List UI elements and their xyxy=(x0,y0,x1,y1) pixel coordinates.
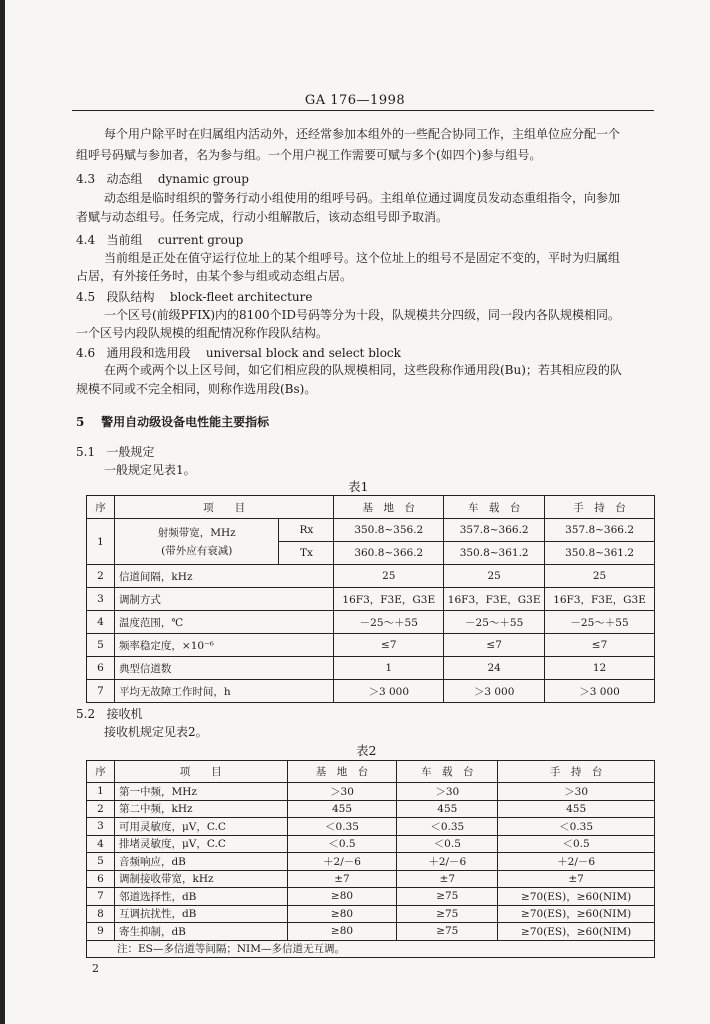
header-rule xyxy=(72,110,654,111)
table-header-row xyxy=(87,496,655,519)
value-cell: ≥80 xyxy=(287,888,397,906)
item-cell: 信道间隔，kHz xyxy=(114,565,333,588)
table-note: 注：ES—多信道等间隔；NIM—多信道无互调。 xyxy=(87,940,655,958)
row-number: 3 xyxy=(87,818,115,836)
header-cell: 序 xyxy=(87,761,115,783)
value-cell: 350.8~356.2 xyxy=(334,519,444,542)
value-cell: 16F3，F3E，G3E xyxy=(545,588,655,611)
item-line-2: (带外应有衰减) xyxy=(161,544,233,557)
value-cell: ≥70(ES)，≥60(NIM) xyxy=(498,888,655,906)
item-cell: 第一中频，MHz xyxy=(114,783,287,801)
table-row xyxy=(87,783,655,801)
item-cell: 第二中频，kHz xyxy=(114,800,287,818)
value-cell: ≥80 xyxy=(287,905,397,923)
value-cell: ＜0.5 xyxy=(498,835,655,853)
value-cell: ＜0.35 xyxy=(498,818,655,836)
section-title: 当前组 xyxy=(106,233,143,247)
item-cell xyxy=(114,519,279,565)
table-row xyxy=(87,818,655,836)
value-cell: ＞3 000 xyxy=(334,680,444,703)
section-4-4-line-2: 占居，有外接任务时，由某个参与组或动态组占居。 xyxy=(76,269,353,283)
row-number: 2 xyxy=(87,565,115,588)
row-number: 4 xyxy=(87,835,115,853)
value-cell: ≥70(ES)，≥60(NIM) xyxy=(498,923,655,941)
value-cell: ≥75 xyxy=(397,923,498,941)
value-cell: 350.8~361.2 xyxy=(545,542,655,565)
section-4-6-line-2: 规模不同或不完全相同，则称作选用段(Bs)。 xyxy=(76,382,317,396)
header-cell: 序 xyxy=(87,496,115,519)
table-row xyxy=(87,634,655,657)
section-title: 通用段和选用段 xyxy=(106,346,191,360)
item-cell: 调制方式 xyxy=(114,588,333,611)
value-cell: 25 xyxy=(444,565,545,588)
row-number: 2 xyxy=(87,800,115,818)
section-number: 4.3 xyxy=(76,172,96,186)
value-cell: －25～＋55 xyxy=(545,611,655,634)
value-cell: 1 xyxy=(334,657,444,680)
section-4-6-heading xyxy=(76,345,401,361)
section-number: 4.5 xyxy=(76,290,96,304)
item-cell: 调制接收带宽，kHz xyxy=(114,870,287,888)
value-cell: ±7 xyxy=(287,870,397,888)
section-4-4-line-1: 当前组是正处在值守运行位址上的某个组呼号。这个位址上的组号不是固定不变的，平时为归属组 xyxy=(104,251,621,265)
header-cell: 基 地 台 xyxy=(287,761,397,783)
table-row xyxy=(87,588,655,611)
value-cell: ≥75 xyxy=(397,905,498,923)
value-cell: ≥75 xyxy=(397,888,498,906)
value-cell: ＜0.35 xyxy=(397,818,498,836)
value-cell: 357.8~366.2 xyxy=(545,519,655,542)
value-cell: 357.8~366.2 xyxy=(444,519,545,542)
table-2-caption: 表2 xyxy=(356,743,377,758)
row-number: 6 xyxy=(87,870,115,888)
item-cell: 邻道选择性，dB xyxy=(114,888,287,906)
row-number: 5 xyxy=(87,853,115,871)
value-cell: －25～＋55 xyxy=(334,611,444,634)
value-cell: 455 xyxy=(287,800,397,818)
value-cell: ＜0.5 xyxy=(397,835,498,853)
section-title-en: universal block and select block xyxy=(205,346,401,360)
section-title: 接收机 xyxy=(106,707,143,721)
table-row xyxy=(87,853,655,871)
table-row xyxy=(87,888,655,906)
section-number: 5 xyxy=(76,415,85,429)
item-cell: 典型信道数 xyxy=(114,657,333,680)
value-cell: 16F3，F3E，G3E xyxy=(444,588,545,611)
section-title-en: block-fleet architecture xyxy=(169,290,313,304)
value-cell: ＜0.5 xyxy=(287,835,397,853)
page-header: GA 176—1998 xyxy=(304,93,406,108)
item-cell: 频率稳定度，×10⁻⁶ xyxy=(114,634,333,657)
table-note-row xyxy=(87,940,655,958)
section-5-heading xyxy=(76,414,269,430)
value-cell: ±7 xyxy=(498,870,655,888)
intro-line-2: 组呼号码赋与参加者，名为参与组。一个用户视工作需要可赋与多个(如四个)参与组号。 xyxy=(76,148,542,162)
section-4-5-heading xyxy=(76,289,312,305)
value-cell: ＞30 xyxy=(498,783,655,801)
table-row xyxy=(87,565,655,588)
value-cell: ≥80 xyxy=(287,923,397,941)
item-cell: 互调抗扰性，dB xyxy=(114,905,287,923)
section-4-6-line-1: 在两个或两个以上区号间，如它们相应段的队规模相同，这些段称作通用段(Bu)；若其相应段的队 xyxy=(104,363,622,377)
row-number: 7 xyxy=(87,888,115,906)
section-title: 警用自动级设备电性能主要指标 xyxy=(101,415,270,429)
item-cell: 平均无故障工作时间，h xyxy=(114,680,333,703)
table-2 xyxy=(86,760,655,958)
table-row xyxy=(87,870,655,888)
table-row xyxy=(87,519,655,542)
scan-edge xyxy=(0,0,5,1024)
table-1 xyxy=(86,495,655,703)
section-5-1-line: 一般规定见表1。 xyxy=(104,463,196,477)
value-cell: ≥70(ES)，≥60(NIM) xyxy=(498,905,655,923)
value-cell: 360.8~366.2 xyxy=(334,542,444,565)
value-cell: ≤7 xyxy=(334,634,444,657)
section-number: 4.6 xyxy=(76,346,96,360)
item-cell: 温度范围，℃ xyxy=(114,611,333,634)
section-4-4-heading xyxy=(76,232,243,248)
header-cell: 项 目 xyxy=(114,761,287,783)
header-cell: 手 持 台 xyxy=(545,496,655,519)
table-row xyxy=(87,923,655,941)
item-cell: 寄生抑制，dB xyxy=(114,923,287,941)
value-cell: －25～＋55 xyxy=(444,611,545,634)
row-number: 6 xyxy=(87,657,115,680)
table-row xyxy=(87,835,655,853)
value-cell: ＋2/－6 xyxy=(498,853,655,871)
value-cell: ＜0.35 xyxy=(287,818,397,836)
section-title: 一般规定 xyxy=(106,445,155,459)
header-cell: 手 持 台 xyxy=(498,761,655,783)
item-cell: 音频响应，dB xyxy=(114,853,287,871)
tx-label: Tx xyxy=(279,542,334,565)
item-line-1: 射频带宽，MHz xyxy=(157,526,236,539)
value-cell: ±7 xyxy=(397,870,498,888)
row-number: 3 xyxy=(87,588,115,611)
value-cell: 24 xyxy=(444,657,545,680)
section-4-3-heading xyxy=(76,171,249,187)
row-number: 1 xyxy=(87,783,115,801)
intro-line-1: 每个用户除平时在归属组内活动外，还经常参加本组外的一些配合协同工作，主组单位应分配一个 xyxy=(104,127,621,141)
row-number: 8 xyxy=(87,905,115,923)
table-1-caption: 表1 xyxy=(348,479,369,494)
item-cell: 排堵灵敏度，μV，C.C xyxy=(114,835,287,853)
section-4-5-line-1: 一个区号(前级PFIX)内的8100个ID号码等分为十段，队规模共分四级，同一段内各队规模相同。 xyxy=(104,308,620,322)
section-4-3-line-1: 动态组是临时组织的警务行动小组使用的组呼号码。主组单位通过调度员发动态重组指令，向参加 xyxy=(104,191,621,205)
table-row xyxy=(87,611,655,634)
value-cell: ＞3 000 xyxy=(444,680,545,703)
section-5-2-heading xyxy=(76,706,143,722)
value-cell: 12 xyxy=(545,657,655,680)
row-number: 5 xyxy=(87,634,115,657)
section-4-3-line-2: 者赋与动态组号。任务完成，行动小组解散后，该动态组号即予取消。 xyxy=(76,210,449,224)
value-cell: 16F3，F3E，G3E xyxy=(334,588,444,611)
section-number: 4.4 xyxy=(76,233,96,247)
value-cell: 455 xyxy=(498,800,655,818)
section-5-2-line: 接收机规定见表2。 xyxy=(104,725,208,739)
section-title-en: current group xyxy=(157,233,244,247)
value-cell: 25 xyxy=(334,565,444,588)
value-cell: ≤7 xyxy=(444,634,545,657)
header-cell: 车 载 台 xyxy=(397,761,498,783)
header-cell: 项 目 xyxy=(114,496,333,519)
table-header-row xyxy=(87,761,655,783)
item-cell: 可用灵敏度，μV，C.C xyxy=(114,818,287,836)
value-cell: ＞3 000 xyxy=(545,680,655,703)
value-cell: ≤7 xyxy=(545,634,655,657)
section-4-5-line-2: 一个区号内段队规模的组配情况称作段队结构。 xyxy=(76,326,329,340)
section-title: 段队结构 xyxy=(106,290,155,304)
page-number: 2 xyxy=(92,962,99,975)
section-5-1-heading xyxy=(76,444,155,460)
header-cell: 车 载 台 xyxy=(444,496,545,519)
section-number: 5.1 xyxy=(76,445,96,459)
row-number: 9 xyxy=(87,923,115,941)
section-number: 5.2 xyxy=(76,707,96,721)
table-row xyxy=(87,657,655,680)
header-cell: 基 地 台 xyxy=(334,496,444,519)
value-cell: 455 xyxy=(397,800,498,818)
row-number: 4 xyxy=(87,611,115,634)
section-title: 动态组 xyxy=(106,172,143,186)
row-number: 7 xyxy=(87,680,115,703)
value-cell: ＋2/－6 xyxy=(287,853,397,871)
value-cell: ＋2/－6 xyxy=(397,853,498,871)
row-number: 1 xyxy=(87,519,115,565)
section-title-en: dynamic group xyxy=(157,172,249,186)
value-cell: 350.8~361.2 xyxy=(444,542,545,565)
value-cell: ＞30 xyxy=(287,783,397,801)
rx-label: Rx xyxy=(279,519,334,542)
table-row xyxy=(87,680,655,703)
table-row xyxy=(87,800,655,818)
value-cell: 25 xyxy=(545,565,655,588)
value-cell: ＞30 xyxy=(397,783,498,801)
table-row xyxy=(87,905,655,923)
